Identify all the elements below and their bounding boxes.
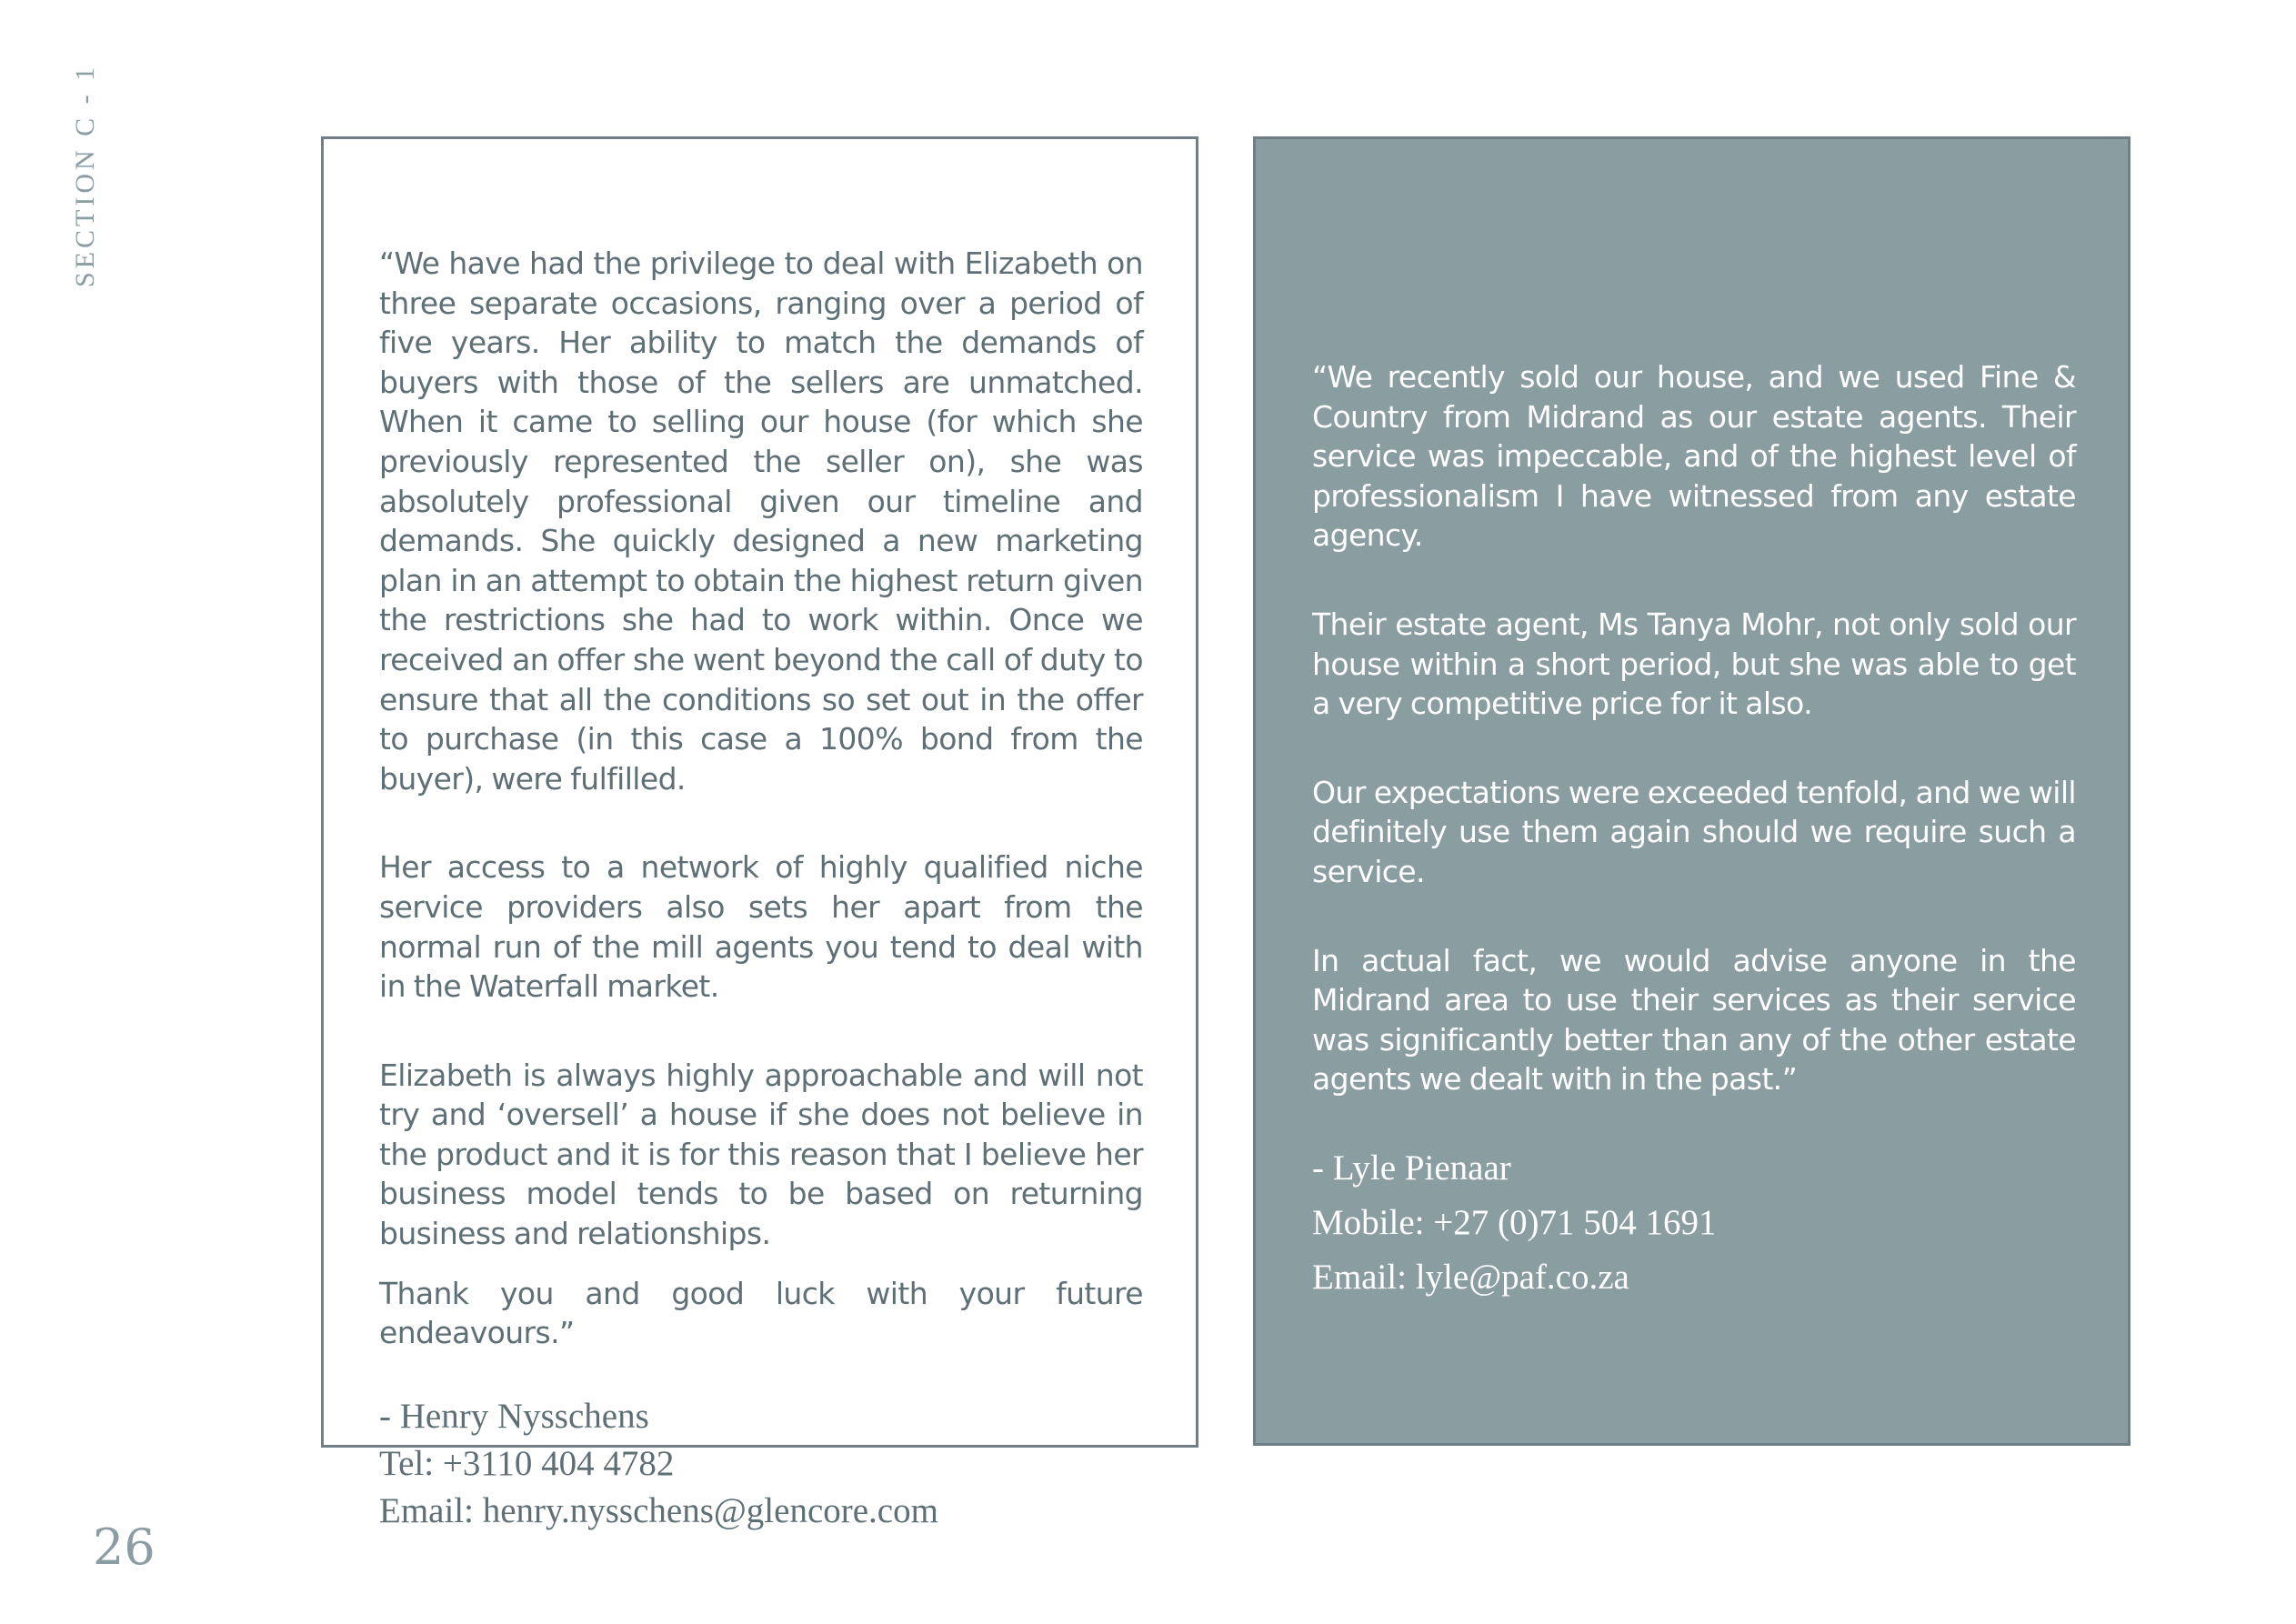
testimonial-card-lyle xyxy=(1253,136,2131,1446)
signature-email: Email: lyle@paf.co.za xyxy=(1312,1257,1629,1297)
signature-block xyxy=(1312,1141,2076,1305)
testimonial-paragraph: Thank you and good luck with your future endeavours.” xyxy=(379,1275,1143,1351)
testimonial-body xyxy=(379,244,1143,1535)
page-number: 26 xyxy=(93,1519,155,1576)
testimonial-paragraph: In actual fact, we would advise anyone in the Midrand area to use their services as their service was significantly better than any of the other estate agents we dealt with in the past.” xyxy=(1312,942,2076,1098)
signature-block xyxy=(379,1393,1143,1535)
section-label: SECTION C - 1 xyxy=(70,63,100,287)
signature-name: - Henry Nysschens xyxy=(379,1396,649,1436)
testimonial-paragraph: “We have had the privilege to deal with Elizabeth on three separate occasions, ranging over a period of five years. Her ability to match the demands of buyers with those of the sellers are unmatched. When it came to selling our house (for which she previously represented the seller on), she was absolutely professional given our timeline and demands. She quickly designed a new marketing plan in an attempt to obtain the highest return given the restrictions she had to work within. Once we received an offer she went beyond the call of duty to ensure that all the conditions so set out in the offer to purchase (in this case a 100% bond from the buyer), were fulfilled. xyxy=(379,246,1143,797)
testimonial-card-henry xyxy=(321,136,1198,1530)
signature-name: - Lyle Pienaar xyxy=(1312,1148,1511,1188)
testimonial-paragraph: Their estate agent, Ms Tanya Mohr, not only sold our house within a short period, but she was able to get a very competitive price for it also. xyxy=(1312,606,2076,722)
signature-mobile: Mobile: +27 (0)71 504 1691 xyxy=(1312,1202,1717,1242)
testimonial-paragraph: Her access to a network of highly qualified niche service providers also sets her apart from the normal run of the mill agents you tend to deal with in the Waterfall market. xyxy=(379,849,1143,1005)
testimonial-paragraph: Our expectations were exceeded tenfold, and we will definitely use them again should we require such a service. xyxy=(1312,774,2076,889)
signature-email: Email: henry.nysschens@glencore.com xyxy=(379,1490,938,1530)
testimonial-paragraph: Elizabeth is always highly approachable and will not try and ‘oversell’ a house if she does not believe in the product and it is for this reason that I believe her business model tends to be based on returning business and relationships. xyxy=(379,1057,1143,1252)
testimonial-paragraph: “We recently sold our house, and we used Fine & Country from Midrand as our estate agents. Their service was impeccable, and of the highest level of professionalism I have witnessed from any estate agency. xyxy=(1312,359,2076,554)
testimonial-body xyxy=(1312,357,2076,1305)
signature-tel: Tel: +3110 404 4782 xyxy=(379,1443,675,1483)
